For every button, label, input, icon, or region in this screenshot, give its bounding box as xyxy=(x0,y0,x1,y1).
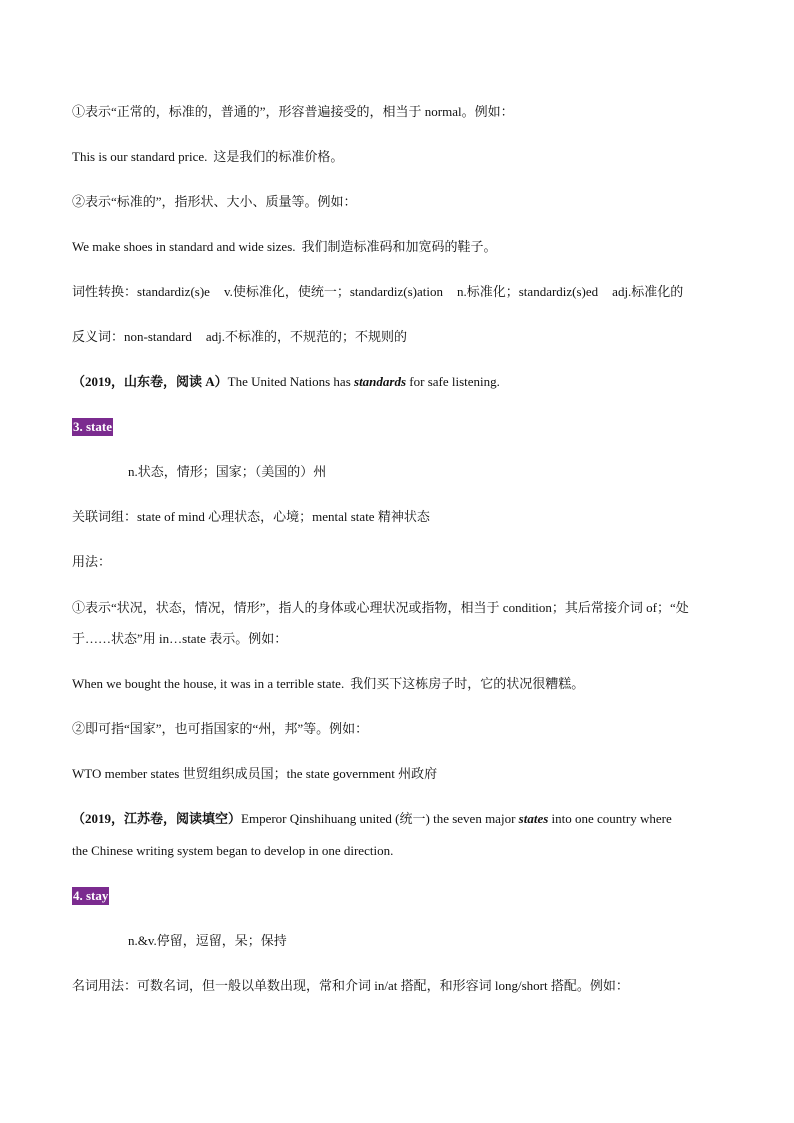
usage-text: 表示“状况，状态，情况，情形”，指人的身体或心理状况或指物，相当于 condition；其后常接介词 of；“处 xyxy=(85,600,689,615)
example-english: We make shoes in standard and wide sizes. xyxy=(72,239,296,254)
noun-usage xyxy=(72,977,734,995)
usage-text: 表示“正常的，标准的，普通的”，形容普遍接受的，相当于 normal。例如： xyxy=(85,104,514,119)
example-sentence xyxy=(72,148,734,166)
exam-text: into one country where xyxy=(548,811,672,826)
derived-word: standardiz(s)ation xyxy=(349,284,443,299)
usage-label xyxy=(72,553,734,571)
circled-number-1: ① xyxy=(72,600,86,615)
example-sentence xyxy=(72,238,734,256)
example-chinese: 这是我们的标准价格。 xyxy=(213,149,344,164)
key-word: states xyxy=(518,811,549,826)
exam-text: for safe listening. xyxy=(406,374,500,389)
exam-example xyxy=(72,373,734,391)
exam-continuation xyxy=(72,842,734,860)
definition-line xyxy=(128,932,734,950)
word-form-conversion xyxy=(72,283,734,301)
derived-definition: adj.标准化的 xyxy=(612,284,684,299)
derived-definition: n.标准化； xyxy=(456,284,519,299)
definition-text: n.状态，情形；国家；（美国的）州 xyxy=(128,464,327,479)
usage-point-2-country xyxy=(72,720,734,738)
heading-label: 4. stay xyxy=(73,888,109,903)
usage-point-2-standard xyxy=(72,193,734,211)
example-sentence xyxy=(72,675,734,693)
circled-number-2: ② xyxy=(72,721,86,736)
example-phrases xyxy=(72,765,734,783)
example-text: WTO member states 世贸组织成员国；the state government 州政府 xyxy=(72,766,438,781)
usage-label-text: 用法： xyxy=(72,554,112,569)
example-chinese: 我们买下这栋房子时，它的状况很糟糕。 xyxy=(350,676,585,691)
usage-text: 于……状态”用 in…state 表示。例如： xyxy=(72,631,288,646)
exam-text: Emperor Qinshihuang united (统一) the seven major xyxy=(241,811,519,826)
usage-continuation xyxy=(72,630,734,648)
example-english: When we bought the house, it was in a terrible state. xyxy=(72,676,345,691)
circled-number-1: ① xyxy=(72,104,86,119)
derived-word: standardiz(s)e xyxy=(137,284,210,299)
exam-example xyxy=(72,810,734,828)
related-phrases xyxy=(72,508,734,526)
example-english: This is our standard price. xyxy=(72,149,208,164)
antonym-line xyxy=(72,328,734,346)
derived-definition: v.使标准化，使统一； xyxy=(223,284,350,299)
antonym-word: non-standard xyxy=(124,329,192,344)
exam-source: （2019，江苏卷，阅读填空） xyxy=(72,811,242,826)
derived-word: standardiz(s)ed xyxy=(518,284,599,299)
section-heading-stay xyxy=(72,887,734,905)
section-heading-state xyxy=(72,418,734,436)
definition-text: n.&v.停留，逗留，呆；保持 xyxy=(128,933,287,948)
noun-usage-text: 名词用法：可数名词，但一般以单数出现，常和介词 in/at 搭配，和形容词 long/short 搭配。例如： xyxy=(72,978,629,993)
heading-label: 3. state xyxy=(73,419,112,434)
definition-line xyxy=(128,463,734,481)
example-chinese: 我们制造标准码和加宽码的鞋子。 xyxy=(301,239,497,254)
circled-number-2: ② xyxy=(72,194,86,209)
conversion-label: 词性转换： xyxy=(72,284,138,299)
usage-text: 即可指“国家”，也可指国家的“州，邦”等。例如： xyxy=(85,721,369,736)
exam-source: （2019，山东卷，阅读 A） xyxy=(72,374,228,389)
exam-text: the Chinese writing system began to develop in one direction. xyxy=(72,843,394,858)
key-word: standards xyxy=(354,374,407,389)
antonym-definition: adj.不标准的，不规范的；不规则的 xyxy=(205,329,408,344)
usage-point-1-normal xyxy=(72,103,734,121)
antonym-label: 反义词： xyxy=(72,329,125,344)
related-phrases-text: 关联词组：state of mind 心理状态，心境；mental state 精神状态 xyxy=(72,509,430,524)
usage-point-1-condition xyxy=(72,599,734,617)
exam-text: The United Nations has xyxy=(227,374,355,389)
usage-text: 表示“标准的”，指形状、大小、质量等。例如： xyxy=(85,194,357,209)
